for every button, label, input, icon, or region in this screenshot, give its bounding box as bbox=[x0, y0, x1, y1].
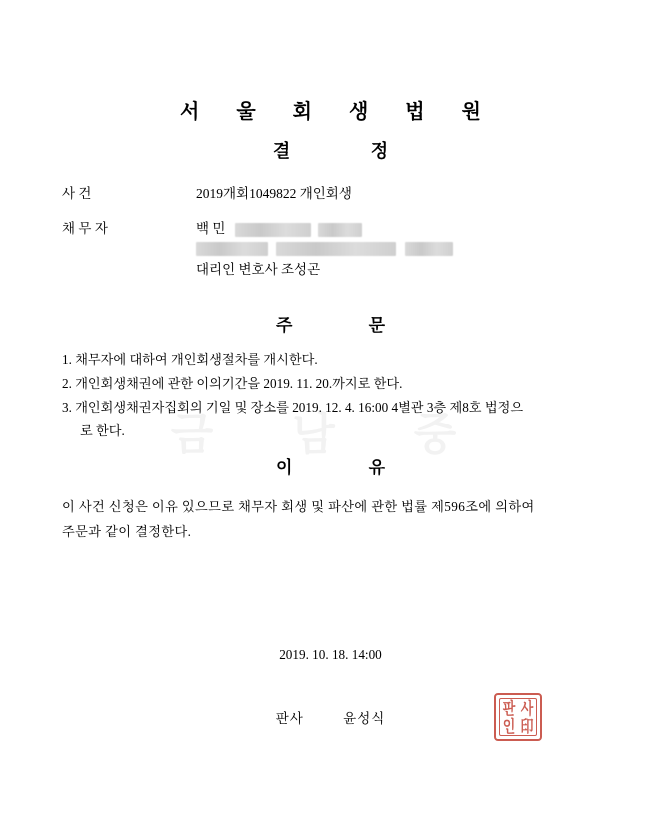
redaction-block bbox=[405, 242, 453, 256]
seal-char-2: 사 bbox=[520, 698, 534, 718]
debtor-attorney-line bbox=[196, 252, 321, 277]
reason-paragraph-line-1: 이 사건 신청은 이유 있으므로 채무자 회생 및 파산에 관한 법률 제596조에 의하여 bbox=[62, 499, 535, 514]
debtor-value bbox=[196, 217, 362, 237]
reason-paragraph-line-2: 주문과 같이 결정한다. bbox=[62, 524, 192, 539]
redaction-block bbox=[235, 223, 311, 237]
court-name-heading: 서 울 회 생 법 원 bbox=[180, 101, 497, 123]
seal-char-1: 판 bbox=[502, 698, 516, 718]
order-heading: 주 문 bbox=[275, 316, 422, 335]
debtor-attorney-text: 대리인 변호사 조성곤 bbox=[196, 262, 321, 277]
judge-name: 윤성식 bbox=[343, 711, 386, 726]
redaction-block bbox=[318, 223, 362, 237]
reason-heading: 이 유 bbox=[275, 458, 422, 477]
document-type-heading: 결 정 bbox=[272, 141, 427, 161]
watermark-text: 금 남 중 bbox=[170, 410, 491, 459]
case-number-value: 2019개회1049822 개인회생 bbox=[196, 186, 352, 201]
decision-datetime: 2019. 10. 18. 14:00 bbox=[279, 647, 382, 662]
judge-signature-row bbox=[0, 707, 661, 727]
order-item-2: 2. 개인회생채권에 관한 이의기간을 2019. 11. 20.까지로 한다. bbox=[62, 376, 403, 391]
seal-char-4: 印 bbox=[520, 716, 534, 736]
debtor-label: 채 무 자 bbox=[62, 221, 108, 236]
order-item-3-cont: 로 한다. bbox=[80, 423, 125, 438]
seal-char-3: 인 bbox=[502, 716, 516, 736]
judge-role-label: 판사 bbox=[275, 711, 304, 726]
debtor-name: 백 민 bbox=[196, 221, 226, 236]
official-seal-stamp bbox=[494, 693, 542, 741]
case-number-label: 사 건 bbox=[62, 186, 92, 201]
seal-inner-frame bbox=[499, 698, 537, 736]
order-item-1: 1. 채무자에 대하여 개인회생절차를 개시한다. bbox=[62, 352, 318, 367]
order-item-3: 3. 개인회생채권자집회의 기일 및 장소를 2019. 12. 4. 16:00 4별관 3층 제8호 법정으 bbox=[62, 400, 524, 415]
